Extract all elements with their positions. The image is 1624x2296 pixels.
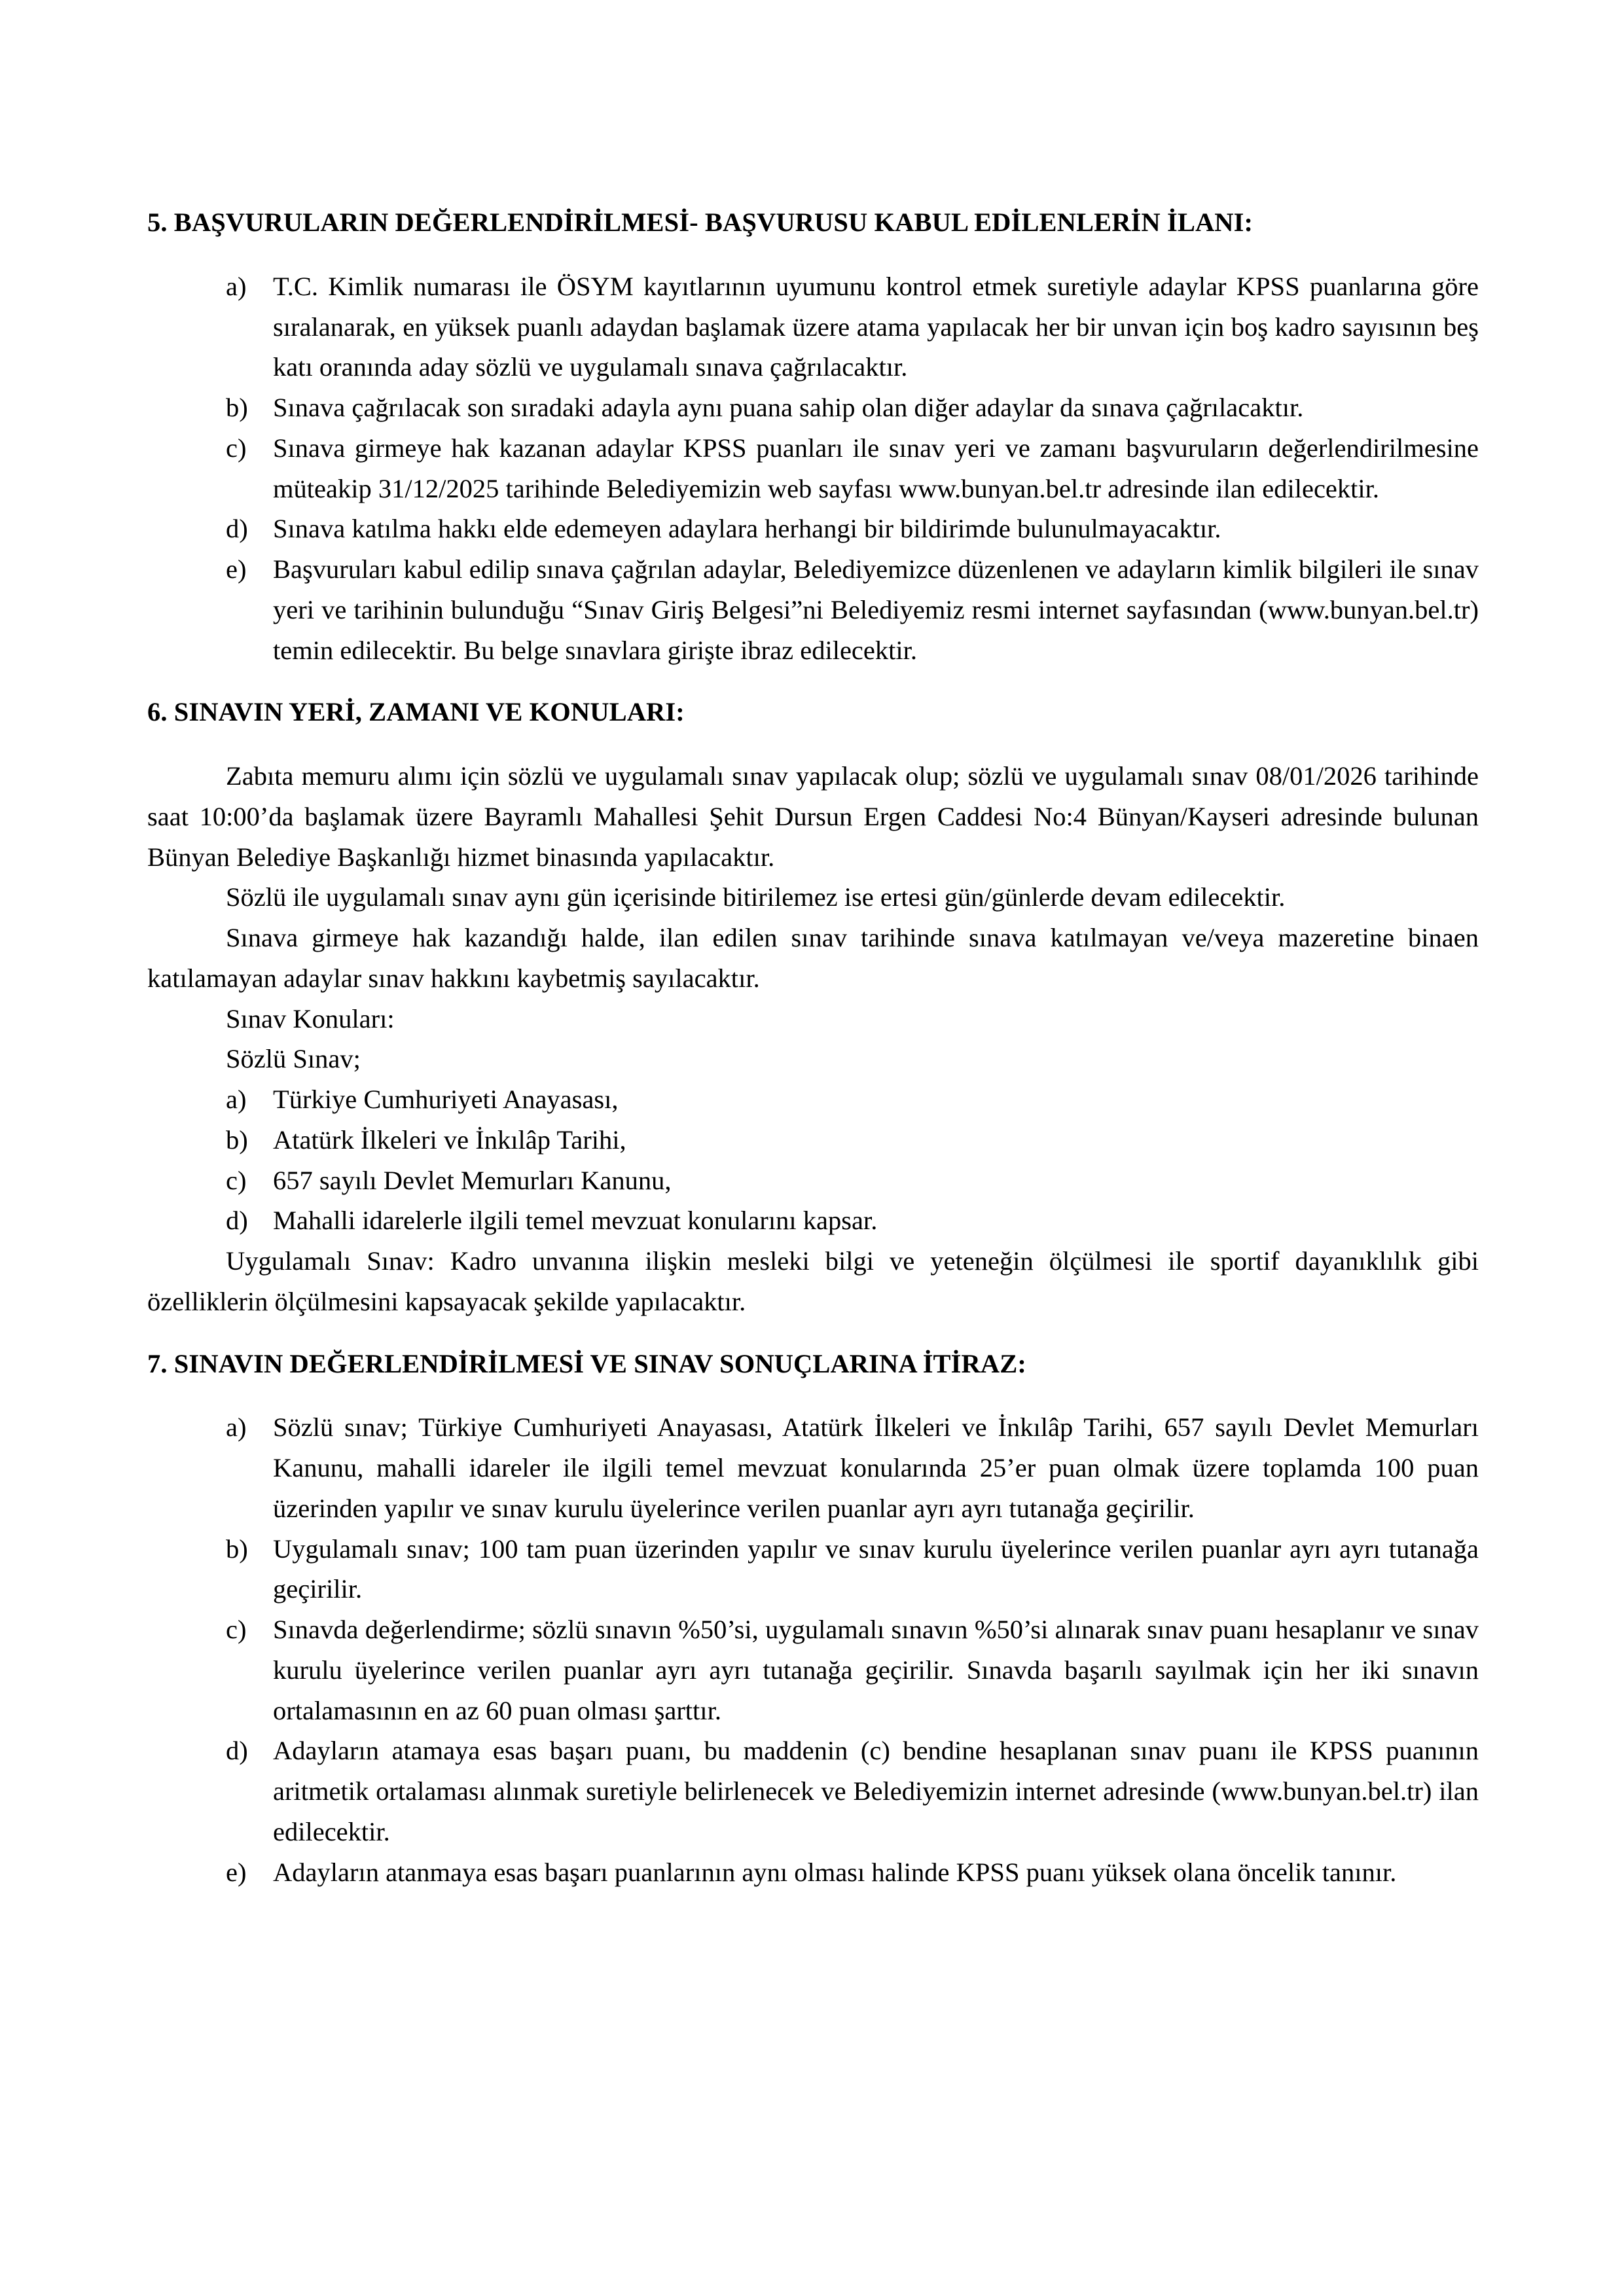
list-marker: e)	[226, 1857, 247, 1887]
list-item-text: Mahalli idarelerle ilgili temel mevzuat konularını kapsar.	[273, 1206, 878, 1236]
list-item-text: Sınava çağrılacak son sıradaki adayla aynı puana sahip olan diğer adaylar da sınava çağrılacaktır.	[273, 393, 1304, 422]
section-7-list	[147, 1407, 1479, 1892]
list-marker: d)	[226, 1736, 248, 1766]
list-item-text: Sınava katılma hakkı elde edemeyen adaylara herhangi bir bildirimde bulunulmayacaktır.	[273, 514, 1221, 544]
list-item	[226, 1609, 1479, 1731]
list-item-text: Sınavda değerlendirme; sözlü sınavın %50’si, uygulamalı sınavın %50’si alınarak sınav puanı hesaplanır ve sınav kurulu üyelerince verilen puanlar ayrı ayrı tutanağa geçirilir. Sınavda başarılı sayılmak için her iki sınavın ortalamasının en az 60 puan olması şarttır.	[273, 1615, 1479, 1725]
list-marker: a)	[226, 1085, 247, 1114]
section-6-paragraph-2: Sözlü ile uygulamalı sınav aynı gün içerisinde bitirilemez ise ertesi gün/günlerde devam edilecektir.	[226, 882, 1286, 912]
list-item-text: Türkiye Cumhuriyeti Anayasası,	[273, 1085, 619, 1114]
list-item	[226, 1407, 1479, 1528]
spacer	[147, 1322, 1479, 1344]
list-item-text: Adayların atanmaya esas başarı puanlarının aynı olması halinde KPSS puanı yüksek olana öncelik tanınır.	[273, 1857, 1397, 1887]
list-item	[226, 1731, 1479, 1852]
section-6-paragraph-1: Zabıta memuru alımı için sözlü ve uygulamalı sınav yapılacak olup; sözlü ve uygulamalı sınav 08/01/2026 tarihinde saat 10:00’da başlamak üzere Bayramlı Mahallesi Şehit Dursun Ergen Caddesi No:4 Bünyan/Kayseri adresinde bulunan Bünyan Belediye Başkanlığı hizmet binasında yapılacaktır.	[147, 761, 1479, 872]
list-marker: c)	[226, 433, 247, 463]
list-item-text: T.C. Kimlik numarası ile ÖSYM kayıtlarının uyumunu kontrol etmek suretiyle adaylar KPSS puanlarına göre sıralanarak, en yüksek puanlı adaydan başlamak üzere atama yapılacak her bir unvan için boş kadro sayısının beş katı oranında aday sözlü ve uygulamalı sınava çağrılacaktır.	[273, 271, 1479, 382]
list-item-text: Sınava girmeye hak kazanan adaylar KPSS puanları ile sınav yeri ve zamanı başvuruların değerlendirilmesine müteakip 31/12/2025 tarihinde Belediyemizin web sayfası www.bunyan.bel.tr adresinde ilan edilecektir.	[273, 433, 1479, 503]
spacer	[147, 243, 1479, 266]
spacer	[147, 1384, 1479, 1407]
list-marker: a)	[226, 271, 247, 301]
list-marker: e)	[226, 554, 247, 584]
list-item	[226, 387, 1479, 428]
spacer	[147, 732, 1479, 756]
list-item	[226, 1200, 1479, 1241]
list-item	[226, 1852, 1479, 1893]
list-marker: d)	[226, 514, 248, 544]
list-item-text: Sözlü sınav; Türkiye Cumhuriyeti Anayasası, Atatürk İlkeleri ve İnkılâp Tarihi, 657 sayılı Devlet Memurları Kanunu, mahalli idareler ile ilgili temel mevzuat konularında 25’er puan olmak üzere toplamda 100 puan üzerinden yapılır ve sınav kurulu üyelerince verilen puanlar ayrı ayrı tutanağa geçirilir.	[273, 1412, 1479, 1523]
list-item	[226, 1120, 1479, 1160]
exam-subjects-label: Sınav Konuları:	[226, 1003, 395, 1033]
list-item-text: Başvuruları kabul edilip sınava çağrılan adaylar, Belediyemizce düzenlenen ve adayların kimlik bilgileri ile sınav yeri ve tarihinin bulunduğu “Sınav Giriş Belgesi”ni Belediyemiz resmi internet sayfasından (www.bunyan.bel.tr) temin edilecektir. Bu belge sınavlara girişte ibraz edilecektir.	[273, 554, 1479, 665]
spacer	[147, 670, 1479, 692]
section-6-topics-list	[147, 1079, 1479, 1241]
document-body	[147, 203, 1479, 1892]
list-marker: c)	[226, 1165, 247, 1195]
list-item	[226, 549, 1479, 670]
list-marker: a)	[226, 1412, 247, 1443]
list-marker: b)	[226, 1534, 248, 1564]
list-item-text: Adayların atamaya esas başarı puanı, bu maddenin (c) bendine hesaplanan sınav puanı ile KPSS puanının aritmetik ortalaması alınmak suretiyle belirlenecek ve Belediyemizin internet adresinde (www.bunyan.bel.tr) ilan edilecektir.	[273, 1736, 1479, 1846]
list-item-text: Uygulamalı sınav; 100 tam puan üzerinden yapılır ve sınav kurulu üyelerince verilen puanlar ayrı ayrı tutanağa geçirilir.	[273, 1534, 1479, 1604]
list-item	[226, 509, 1479, 549]
section-6-paragraph-3: Sınava girmeye hak kazandığı halde, ilan edilen sınav tarihinde sınava katılmayan ve/veya mazeretine binaen katılamayan adaylar sınav hakkını kaybetmiş sayılacaktır.	[147, 923, 1479, 993]
list-item-text: 657 sayılı Devlet Memurları Kanunu,	[273, 1165, 672, 1195]
section-5-list	[147, 266, 1479, 671]
list-marker: d)	[226, 1206, 248, 1236]
list-marker: c)	[226, 1615, 247, 1644]
list-item	[226, 1160, 1479, 1201]
list-marker: b)	[226, 1124, 248, 1155]
list-item	[226, 1529, 1479, 1610]
list-marker: b)	[226, 393, 248, 422]
oral-exam-label: Sözlü Sınav;	[226, 1044, 361, 1074]
list-item	[226, 1079, 1479, 1120]
list-item	[226, 428, 1479, 509]
section-6-closing-paragraph: Uygulamalı Sınav: Kadro unvanına ilişkin mesleki bilgi ve yeteneğin ölçülmesi ile sportif dayanıklılık gibi özelliklerin ölçülmesini kapsayacak şekilde yapılacaktır.	[147, 1246, 1479, 1316]
list-item	[226, 266, 1479, 387]
list-item-text: Atatürk İlkeleri ve İnkılâp Tarihi,	[273, 1124, 626, 1155]
section-5-heading: 5. BAŞVURULARIN DEĞERLENDİRİLMESİ- BAŞVURUSU KABUL EDİLENLERİN İLANI:	[147, 207, 1254, 237]
section-6-heading: 6. SINAVIN YERİ, ZAMANI VE KONULARI:	[147, 697, 685, 727]
section-7-heading: 7. SINAVIN DEĞERLENDİRİLMESİ VE SINAV SONUÇLARINA İTİRAZ:	[147, 1348, 1026, 1378]
